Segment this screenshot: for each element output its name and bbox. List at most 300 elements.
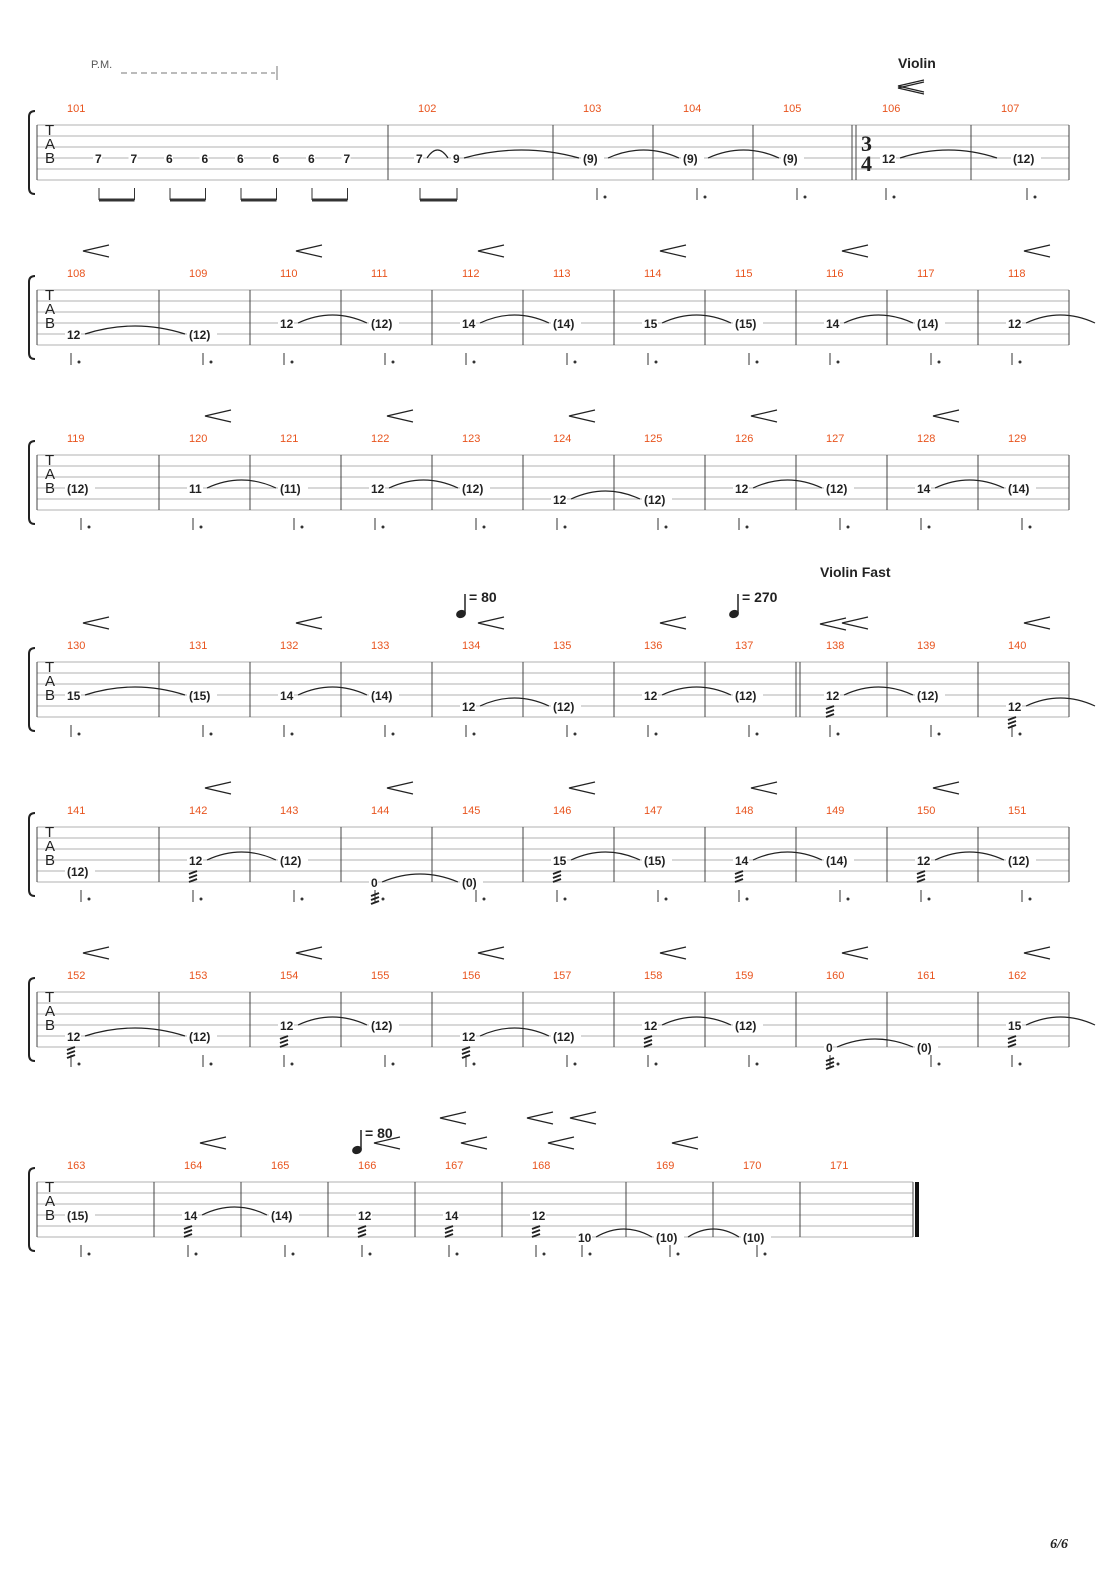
section-label-violin-fast: Violin Fast: [820, 564, 891, 580]
dot: [392, 361, 395, 364]
fret-number: 7: [416, 152, 423, 166]
tremolo-mark: [735, 871, 743, 882]
dot: [78, 361, 81, 364]
fret-number: (14): [917, 317, 939, 331]
tempo-marking: [728, 589, 778, 619]
measure-number: 119: [67, 433, 85, 445]
dot: [677, 1253, 680, 1256]
dot: [938, 361, 941, 364]
dot: [291, 733, 294, 736]
fret-number: (12): [67, 482, 89, 496]
measure-number: 105: [783, 103, 802, 115]
fret-number: 6: [166, 152, 173, 166]
measure-number: 131: [189, 640, 208, 652]
fret-number: 6: [237, 152, 244, 166]
fret-number: 11: [189, 482, 202, 496]
fret-number: (12): [826, 482, 848, 496]
measure-number: 113: [553, 268, 571, 280]
dot: [195, 1253, 198, 1256]
fret-number: (14): [271, 1209, 293, 1223]
tab-clef-letter: B: [45, 150, 56, 167]
dot: [200, 898, 203, 901]
fret-number: (15): [735, 317, 757, 331]
fret-number: 14: [735, 854, 749, 868]
dot: [746, 898, 749, 901]
fret-number: 0: [826, 1041, 833, 1055]
fret-number: (0): [917, 1041, 932, 1055]
tie-arc: [1026, 698, 1095, 706]
measure-number: 171: [830, 1160, 849, 1172]
dot: [292, 1253, 295, 1256]
crescendo-hairpin: [478, 245, 504, 257]
tie-arc: [844, 315, 913, 323]
tie-arc: [935, 480, 1004, 488]
crescendo-hairpin: [440, 1112, 466, 1124]
dot: [574, 361, 577, 364]
tempo-value: = 270: [742, 589, 778, 605]
fret-number: (12): [553, 700, 575, 714]
measure-number: 115: [735, 268, 753, 280]
page-number: 6/6: [1050, 1537, 1068, 1552]
measure-number: 165: [271, 1160, 290, 1172]
crescendo-hairpin: [842, 245, 868, 257]
dot: [473, 733, 476, 736]
tab-clef-letter: T: [45, 122, 55, 139]
system-bracket: [29, 276, 35, 359]
dot: [655, 733, 658, 736]
fret-number: 14: [184, 1209, 198, 1223]
dot: [837, 1063, 840, 1066]
fret-number: 6: [201, 152, 209, 166]
dot: [665, 526, 668, 529]
fret-number: (12): [735, 1019, 757, 1033]
system-bracket: [29, 1168, 35, 1251]
tab-clef-letter: B: [45, 1017, 56, 1034]
fret-number: 12: [644, 689, 658, 703]
dot: [928, 898, 931, 901]
crescendo-hairpin: [296, 245, 322, 257]
crescendo-hairpin: [200, 1137, 226, 1149]
measure-number: 133: [371, 640, 390, 652]
measure-number: 107: [1001, 103, 1020, 115]
tremolo-mark: [826, 1058, 834, 1069]
tab-system: [29, 245, 1095, 365]
tab-clef-letter: B: [45, 315, 56, 332]
fret-number: 12: [644, 1019, 658, 1033]
measure-number: 101: [67, 103, 86, 115]
measure-number: 163: [67, 1160, 86, 1172]
measure-number: 128: [917, 433, 936, 445]
measure-number: 145: [462, 805, 481, 817]
tremolo-mark: [917, 871, 925, 882]
tremolo-mark: [358, 1226, 366, 1237]
crescendo-hairpin: [461, 1137, 487, 1149]
fret-number: (12): [280, 854, 302, 868]
tab-clef-letter: B: [45, 1207, 56, 1224]
crescendo-hairpin: [672, 1137, 698, 1149]
measure-number: 148: [735, 805, 754, 817]
measure-number: 154: [280, 970, 299, 982]
crescendo-hairpin: [387, 410, 413, 422]
tab-clef-letter: A: [45, 136, 56, 153]
fret-number: (12): [462, 482, 484, 496]
tempo-marking: [351, 1125, 393, 1155]
dot: [574, 733, 577, 736]
dot: [764, 1253, 767, 1256]
fret-number: 12: [67, 328, 81, 342]
measure-number: 146: [553, 805, 572, 817]
crescendo-hairpin: [296, 617, 322, 629]
tie-arc: [662, 315, 731, 323]
dot: [564, 898, 567, 901]
system-bracket: [29, 441, 35, 524]
system-bracket: [29, 648, 35, 731]
dot: [210, 361, 213, 364]
fret-number: 6: [272, 152, 280, 166]
crescendo-hairpin: [83, 617, 109, 629]
dot: [210, 1063, 213, 1066]
measure-number: 137: [735, 640, 754, 652]
fret-number: (10): [656, 1231, 678, 1245]
tie-arc: [837, 1039, 913, 1047]
measure-number: 151: [1008, 805, 1027, 817]
measure-number: 169: [656, 1160, 675, 1172]
fret-number: (12): [371, 317, 393, 331]
measure-number: 120: [189, 433, 208, 445]
tremolo-mark: [1008, 1036, 1016, 1047]
dot: [291, 361, 294, 364]
dot: [392, 733, 395, 736]
tab-clef-letter: A: [45, 838, 56, 855]
crescendo-hairpin: [1024, 617, 1050, 629]
crescendo-hairpin: [660, 947, 686, 959]
tremolo-mark: [644, 1036, 652, 1047]
fret-number: (12): [67, 865, 89, 879]
system-bracket: [29, 111, 35, 194]
dot: [837, 361, 840, 364]
tie-arc: [464, 150, 579, 158]
tie-arc: [1026, 1017, 1095, 1025]
crescendo-hairpin: [933, 782, 959, 794]
tab-system: [29, 410, 1069, 530]
fret-number: 12: [532, 1209, 546, 1223]
fret-number: 12: [462, 1030, 476, 1044]
dot: [756, 361, 759, 364]
dot: [704, 196, 707, 199]
fret-number: 10: [578, 1231, 592, 1245]
tie-arc: [480, 1028, 549, 1036]
crescendo-hairpin: [842, 617, 868, 629]
dot: [78, 733, 81, 736]
fret-number: 14: [462, 317, 476, 331]
tie-arc: [844, 687, 913, 695]
crescendo-hairpin: [660, 245, 686, 257]
dot: [938, 1063, 941, 1066]
dot: [655, 361, 658, 364]
measure-number: 126: [735, 433, 754, 445]
fret-number: (12): [371, 1019, 393, 1033]
dot: [589, 1253, 592, 1256]
dot: [456, 1253, 459, 1256]
measure-number: 144: [371, 805, 390, 817]
crescendo-hairpin: [820, 618, 846, 630]
dot: [392, 1063, 395, 1066]
fret-number: (12): [1013, 152, 1035, 166]
system-bracket: [29, 813, 35, 896]
measure-number: 116: [826, 268, 844, 280]
fret-number: (10): [743, 1231, 765, 1245]
measure-number: 149: [826, 805, 845, 817]
tie-arc: [85, 326, 185, 334]
crescendo-hairpin: [205, 782, 231, 794]
tab-clef-letter: A: [45, 1003, 56, 1020]
crescendo-hairpin: [527, 1112, 553, 1124]
tie-arc: [298, 1017, 367, 1025]
system-bracket: [29, 978, 35, 1061]
tie-arc: [596, 1229, 652, 1237]
fret-number: 12: [826, 689, 840, 703]
dot: [1034, 196, 1037, 199]
measure-number: 161: [917, 970, 936, 982]
measure-number: 117: [917, 268, 935, 280]
tie-arc: [207, 852, 276, 860]
dot: [893, 196, 896, 199]
dot: [574, 1063, 577, 1066]
measure-number: 118: [1008, 268, 1026, 280]
tie-arc: [935, 852, 1004, 860]
measure-number: 114: [644, 268, 662, 280]
fret-number: (14): [553, 317, 575, 331]
measure-number: 140: [1008, 640, 1027, 652]
tie-arc: [571, 491, 640, 499]
measure-number: 102: [418, 103, 437, 115]
fret-number: 12: [358, 1209, 372, 1223]
dot: [847, 898, 850, 901]
measure-number: 170: [743, 1160, 762, 1172]
fret-number: 7: [95, 152, 102, 166]
tie-arc: [427, 150, 448, 158]
measure-number: 143: [280, 805, 299, 817]
measure-number: 111: [371, 268, 388, 280]
tie-arc: [85, 687, 185, 695]
fret-number: 9: [453, 152, 460, 166]
tie-arc: [571, 852, 640, 860]
measure-number: 142: [189, 805, 208, 817]
fret-number: 14: [917, 482, 931, 496]
tab-clef-letter: T: [45, 824, 55, 841]
fret-number: 15: [553, 854, 567, 868]
crescendo-hairpin: [660, 617, 686, 629]
measure-number: 162: [1008, 970, 1027, 982]
measure-number: 134: [462, 640, 481, 652]
tab-system: [29, 617, 1095, 737]
tab-clef-letter: T: [45, 659, 55, 676]
tab-clef-letter: T: [45, 989, 55, 1006]
dot: [369, 1253, 372, 1256]
fret-number: 12: [882, 152, 896, 166]
fret-number: (9): [583, 152, 598, 166]
measure-number: 155: [371, 970, 390, 982]
fret-number: 12: [462, 700, 476, 714]
tab-clef-letter: B: [45, 687, 56, 704]
tie-arc: [480, 315, 549, 323]
fret-number: (15): [644, 854, 666, 868]
tab-clef-letter: A: [45, 1193, 56, 1210]
tab-clef-letter: T: [45, 1179, 55, 1196]
measure-number: 150: [917, 805, 936, 817]
dot: [483, 526, 486, 529]
fret-number: 12: [280, 1019, 294, 1033]
crescendo-hairpin: [898, 82, 924, 94]
dot: [746, 526, 749, 529]
tie-arc: [298, 315, 367, 323]
fret-number: 6: [308, 152, 315, 166]
crescendo-hairpin: [83, 947, 109, 959]
crescendo-hairpin: [842, 947, 868, 959]
dot: [210, 733, 213, 736]
fret-number: 15: [67, 689, 81, 703]
fret-number: (12): [1008, 854, 1030, 868]
crescendo-hairpin: [1024, 947, 1050, 959]
fret-number: 12: [280, 317, 294, 331]
tab-clef-letter: A: [45, 466, 56, 483]
tie-arc: [202, 1207, 267, 1215]
dot: [837, 733, 840, 736]
fret-number: 15: [1008, 1019, 1022, 1033]
tremolo-mark: [532, 1226, 540, 1237]
crescendo-hairpin: [387, 782, 413, 794]
crescendo-hairpin: [1024, 245, 1050, 257]
section-label-violin: Violin: [898, 55, 936, 71]
tab-system: [29, 80, 1069, 200]
measure-number: 159: [735, 970, 754, 982]
tie-arc: [753, 852, 822, 860]
tie-arc: [389, 480, 458, 488]
dot: [1019, 1063, 1022, 1066]
tab-clef-letter: A: [45, 673, 56, 690]
tie-arc: [207, 480, 276, 488]
crescendo-hairpin: [296, 947, 322, 959]
fret-number: (12): [189, 1030, 211, 1044]
measure-number: 109: [189, 268, 208, 280]
time-signature-denominator: 4: [861, 151, 872, 176]
measure-number: 156: [462, 970, 481, 982]
tie-arc: [1026, 315, 1095, 323]
tremolo-mark: [184, 1226, 192, 1237]
tempo-value: = 80: [469, 589, 497, 605]
fret-number: (12): [917, 689, 939, 703]
measure-number: 166: [358, 1160, 377, 1172]
tremolo-mark: [462, 1047, 470, 1058]
crescendo-hairpin: [933, 410, 959, 422]
tab-clef-letter: B: [45, 480, 56, 497]
dot: [847, 526, 850, 529]
measure-number: 108: [67, 268, 86, 280]
dot: [655, 1063, 658, 1066]
dot: [301, 526, 304, 529]
measure-number: 139: [917, 640, 936, 652]
fret-number: (9): [683, 152, 698, 166]
tab-clef-letter: A: [45, 301, 56, 318]
tab-system: [29, 782, 1069, 904]
tie-arc: [85, 1028, 185, 1036]
tie-arc: [662, 687, 731, 695]
tie-arc: [662, 1017, 731, 1025]
tremolo-mark: [826, 706, 834, 717]
dot: [382, 526, 385, 529]
crescendo-hairpin: [898, 80, 924, 92]
dot: [604, 196, 607, 199]
measure-number: 152: [67, 970, 86, 982]
measure-number: 110: [280, 268, 298, 280]
tab-system: [29, 1137, 917, 1257]
fret-number: (11): [280, 482, 301, 496]
fret-number: (9): [783, 152, 798, 166]
crescendo-hairpin: [570, 1112, 596, 1124]
measure-number: 141: [67, 805, 86, 817]
fret-number: 12: [371, 482, 385, 496]
measure-number: 121: [280, 433, 299, 445]
crescendo-hairpin: [205, 410, 231, 422]
tie-arc: [480, 698, 549, 706]
measure-number: 112: [462, 268, 480, 280]
dot: [756, 733, 759, 736]
palm-mute-label: P.M.: [91, 59, 113, 71]
tie-arc: [708, 150, 779, 158]
tab-system: [29, 947, 1095, 1069]
dot: [473, 361, 476, 364]
measure-number: 160: [826, 970, 845, 982]
fret-number: 12: [1008, 700, 1022, 714]
dot: [564, 526, 567, 529]
fret-number: 7: [130, 152, 138, 166]
fret-number: 14: [280, 689, 294, 703]
crescendo-hairpin: [569, 410, 595, 422]
measure-number: 106: [882, 103, 901, 115]
fret-number: (12): [644, 493, 666, 507]
crescendo-hairpin: [548, 1137, 574, 1149]
fret-number: (14): [826, 854, 848, 868]
measure-number: 130: [67, 640, 86, 652]
tab-clef-letter: T: [45, 452, 55, 469]
dot: [543, 1253, 546, 1256]
measure-number: 132: [280, 640, 299, 652]
fret-number: (12): [189, 328, 211, 342]
tie-arc: [900, 150, 997, 158]
dot: [88, 898, 91, 901]
measure-number: 125: [644, 433, 663, 445]
measure-number: 147: [644, 805, 663, 817]
fret-number: 12: [917, 854, 931, 868]
measure-number: 124: [553, 433, 572, 445]
measure-number: 168: [532, 1160, 551, 1172]
fret-number: (0): [462, 876, 477, 890]
dot: [301, 898, 304, 901]
measure-number: 157: [553, 970, 572, 982]
fret-number: 12: [67, 1030, 81, 1044]
measure-number: 158: [644, 970, 663, 982]
measure-number: 123: [462, 433, 481, 445]
tremolo-mark: [1008, 717, 1016, 728]
fret-number: 12: [1008, 317, 1022, 331]
tab-clef-letter: T: [45, 287, 55, 304]
tremolo-mark: [445, 1226, 453, 1237]
measure-number: 135: [553, 640, 572, 652]
dot: [928, 526, 931, 529]
measure-number: 129: [1008, 433, 1027, 445]
measure-number: 153: [189, 970, 208, 982]
measure-number: 136: [644, 640, 663, 652]
